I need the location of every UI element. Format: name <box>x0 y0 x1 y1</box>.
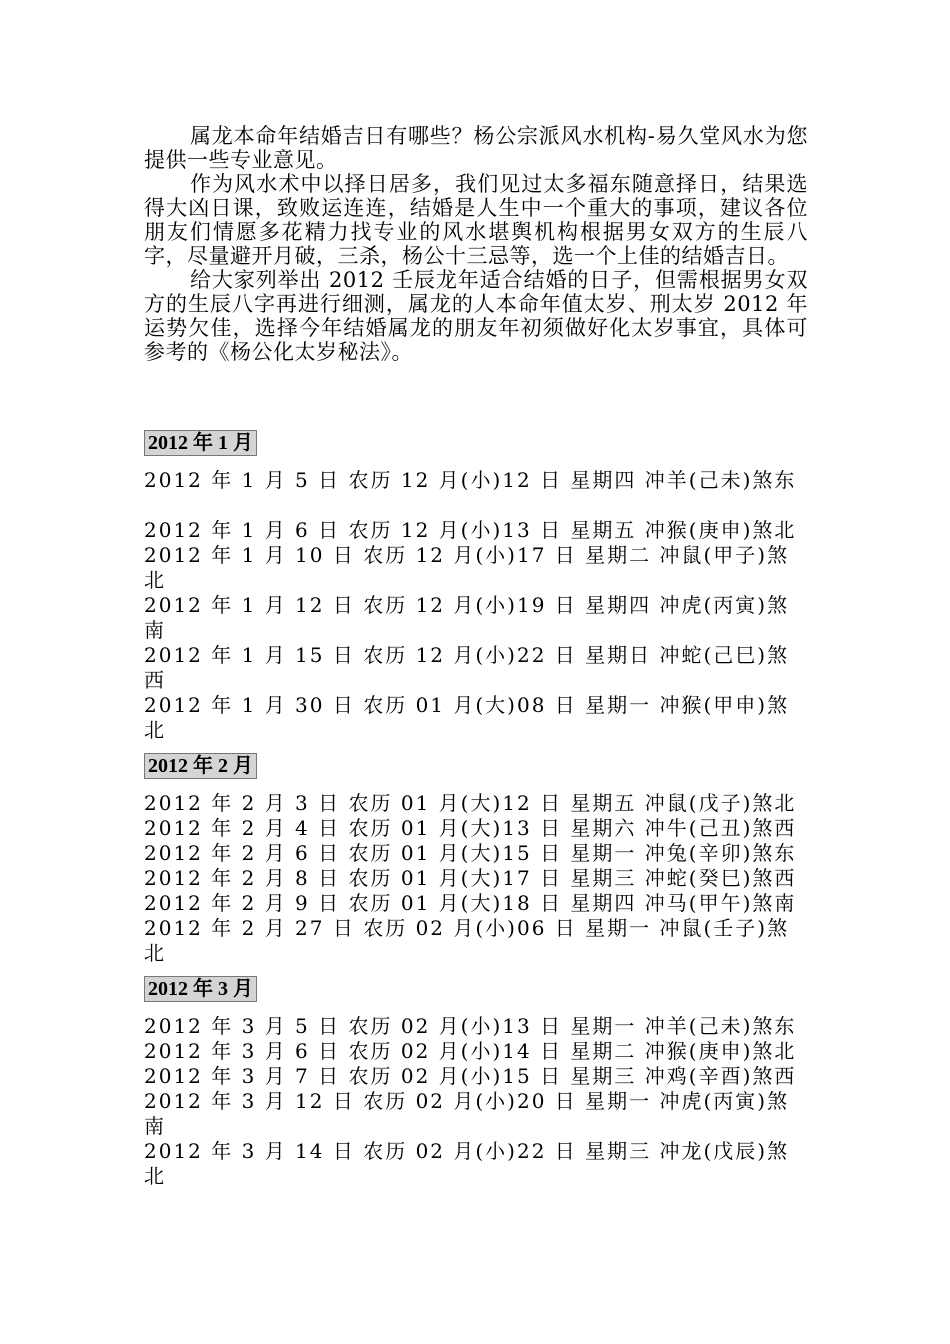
list-item: 2012 年 2 月 27 日 农历 02 月(小)06 日 星期一 冲鼠(壬子)煞北 <box>144 916 790 965</box>
list-item: 2012 年 3 月 6 日 农历 02 月(小)14 日 星期二 冲猴(庚申)煞北 <box>144 1039 797 1063</box>
list-item: 2012 年 3 月 5 日 农历 02 月(小)13 日 星期一 冲羊(己未)煞东 <box>144 1014 797 1038</box>
list-item: 2012 年 2 月 8 日 农历 01 月(大)17 日 星期三 冲蛇(癸巳)煞西 <box>144 866 797 890</box>
list-item: 2012 年 2 月 6 日 农历 01 月(大)15 日 星期一 冲兔(辛卯)煞东 <box>144 841 797 865</box>
list-item: 2012 年 1 月 10 日 农历 12 月(小)17 日 星期二 冲鼠(甲子)煞北 <box>144 543 790 592</box>
section-heading-january: 2012 年 1 月 <box>144 430 257 456</box>
section-heading-february: 2012 年 2 月 <box>144 753 257 779</box>
list-item: 2012 年 1 月 6 日 农历 12 月(小)13 日 星期五 冲猴(庚申)煞北 <box>144 518 797 542</box>
date-list-february <box>144 791 808 966</box>
list-item: 2012 年 2 月 3 日 农历 01 月(大)12 日 星期五 冲鼠(戊子)煞北 <box>144 791 797 815</box>
document-body <box>144 124 808 1199</box>
list-item: 2012 年 3 月 12 日 农历 02 月(小)20 日 星期一 冲虎(丙寅)煞南 <box>144 1089 790 1138</box>
section-heading-march: 2012 年 3 月 <box>144 976 257 1002</box>
list-item: 2012 年 3 月 7 日 农历 02 月(小)15 日 星期三 冲鸡(辛酉)煞西 <box>144 1064 797 1088</box>
intro-paragraph: 属龙本命年结婚吉日有哪些？杨公宗派风水机构-易久堂风水为您提供一些专业意见。 <box>144 124 808 172</box>
list-item: 2012 年 2 月 9 日 农历 01 月(大)18 日 星期四 冲马(甲午)煞南 <box>144 891 797 915</box>
section-heading-wrap <box>144 753 808 781</box>
list-item: 2012 年 1 月 12 日 农历 12 月(小)19 日 星期四 冲虎(丙寅)煞南 <box>144 593 790 642</box>
intro-paragraph: 作为风水术中以择日居多，我们见过太多福东随意择日，结果选得大凶日课，致败运连连，结婚是人生中一个重大的事项，建议各位朋友们情愿多花精力找专业的风水堪舆机构根据男女双方的生辰八字，尽量避开月破，三杀，杨公十三忌等，选一个上佳的结婚吉日。 <box>144 172 808 268</box>
date-list-january <box>144 468 808 743</box>
section-heading-wrap <box>144 976 808 1004</box>
section-heading-wrap <box>144 430 808 458</box>
intro-paragraph: 给大家列举出 2012 壬辰龙年适合结婚的日子，但需根据男女双方的生辰八字再进行细测，属龙的人本命年值太岁、刑太岁 2012 年运势欠佳，选择今年结婚属龙的朋友年初须做好化太岁事宜，具体可参考的《杨公化太岁秘法》。 <box>144 268 808 364</box>
list-item: 2012 年 1 月 30 日 农历 01 月(大)08 日 星期一 冲猴(甲申)煞北 <box>144 693 790 742</box>
list-item: 2012 年 2 月 4 日 农历 01 月(大)13 日 星期六 冲牛(己丑)煞西 <box>144 816 797 840</box>
list-item: 2012 年 3 月 14 日 农历 02 月(小)22 日 星期三 冲龙(戊辰)煞北 <box>144 1139 790 1188</box>
date-list-march <box>144 1014 808 1189</box>
list-item: 2012 年 1 月 5 日 农历 12 月(小)12 日 星期四 冲羊(己未)煞东 <box>144 468 797 492</box>
list-item: 2012 年 1 月 15 日 农历 12 月(小)22 日 星期日 冲蛇(己巳)煞西 <box>144 643 790 692</box>
spacer <box>144 364 808 430</box>
